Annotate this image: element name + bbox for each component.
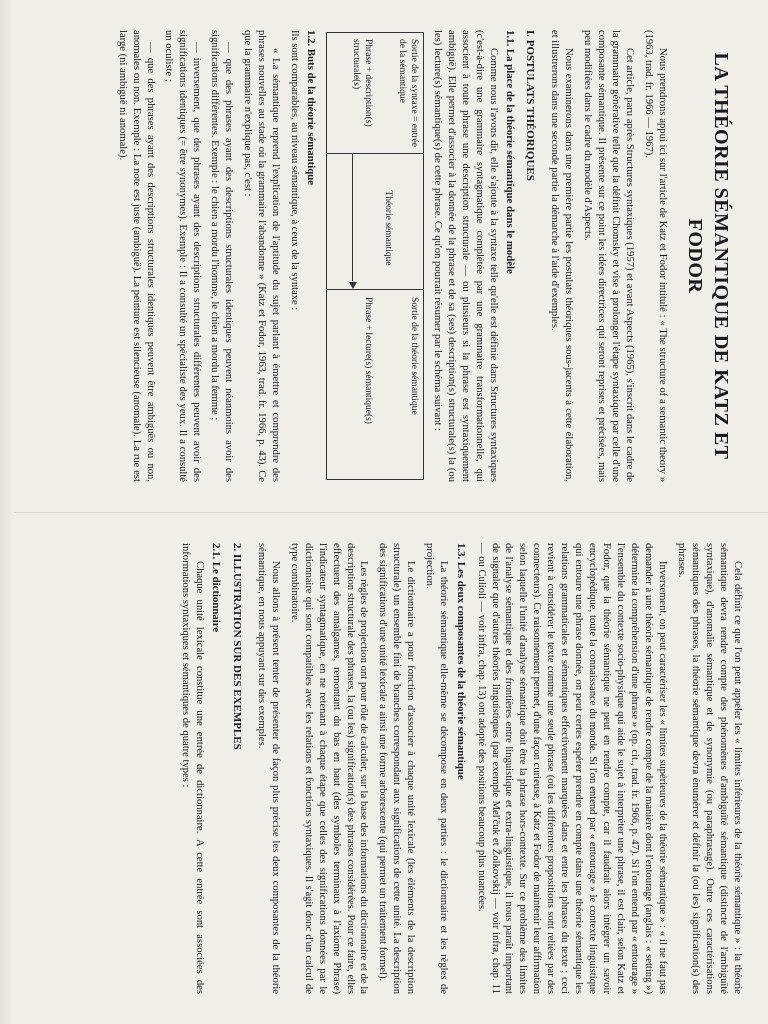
subsection-heading: 1.2. Buts de la théorie sémantique bbox=[304, 30, 317, 186]
page-edge bbox=[0, 0, 14, 1024]
section-heading: 2. ILLUSTRATION SUR DES EXEMPLES bbox=[230, 543, 243, 750]
model-schema bbox=[326, 32, 424, 480]
subsection-heading: 1.1. La place de la théorie sémantique dans le modèle bbox=[503, 30, 516, 274]
schema-semantic-output-content: Phrase + lecture(s) sémantique(s) bbox=[362, 297, 373, 424]
body-paragraph: Nous allons à présent tenter de présenter de façon plus précise les deux composantes de la théorie sémantique, en nous appuyant sur des exemples. bbox=[255, 543, 281, 994]
subsection-heading: 1.3. Les deux composantes de la théorie sémantique bbox=[454, 543, 467, 780]
schema-semantic-theory: Théorie sémantique bbox=[382, 190, 393, 266]
body-paragraph: Inversement, on peut caractériser les « limites supérieures de la théorie sémantique » : « il ne faut pas demander à une théorie sémantique de rendre compte de la manière dont l'entourage (anglais : « setting ») détermine la compréhension d'une phrase » (op. cit., trad. fr. 1966, p. 47). Si l'on entend par « entourage » l'ensemble du contexte socio-physique qui aide le sujet à interpréter une phrase, il est clair, selon Katz et Fodor, que la théorie sémantique ne peut en rendre compte, car il faudrait alors intégrer un savoir encyclopédique, toute la connaissance du monde. Si l'on entend par « entourage » le contexte linguistique qui entoure une phrase donnée, on peut certes espérer prendre en compte dans une théorie sémantique les relations grammaticales et sémantiques effectivement marquées dans et entre les phrases du texte ; ceci revient à considérer le texte comme une seule phrase (où les différentes propositions sont reliées par des connecteurs). Ce raisonnement permet, d'une façon curieuse, à Katz et Fodor de maintenir leur affirmation selon laquelle l'unité d'analyse sémantique doit être la phrase hors-contexte. Sur ce problème des limites de l'analyse sémantique et des frontières entre linguistique et extra-linguistique, il nous paraît important de signaler que d'autres théories linguistiques (par exemple Mel'čuk et Žolkovskij — voir infra, chap. 11 — ou Culioli — voir infra, chap. 13) ont adopté des positions beaucoup plus nuancées. bbox=[475, 543, 669, 994]
schema-syntax-output-content: Phrase + description(s) structurale(s) bbox=[351, 39, 373, 127]
body-paragraph: Cela définit ce que l'on peut appeler les « limites inférieures de la théorie sémantique » : la théorie sémantique devra rendre compte des phénomènes d'ambiguïté sémantique (distincte de l'ambiguïté syntaxique), d'anomalie sémantique et de synonymie (ou paraphrasage). Outre ces caractérisations sémantiques des phrases, la théorie sémantique devra énumérer et définir la (ou les) signification(s) des phrases. bbox=[676, 543, 743, 994]
page-title: LA THÉORIE SÉMANTIQUE DE KATZ ET FODOR bbox=[683, 52, 732, 460]
body-paragraph: Le dictionnaire a pour fonction d'associer à chaque unité lexicale (les éléments de la description structurale) un ensemble fini de branches correspondant aux significations de cette unité. La description des significations d'une unité lexicale a ainsi une forme arborescente (qui permet un traitement formel). bbox=[377, 543, 417, 994]
list-item: — inversement, que des phrases ayant des descriptions structurales différentes peuvent avoir des significations identiques (= être synonymes). Exemple : Il a consulté un spécialiste des yeux. Il a consulté un oculiste ; bbox=[162, 30, 202, 482]
right-page bbox=[0, 512, 768, 1024]
list-item: — que des phrases ayant des descriptions structurales identiques peuvent néanmoins avoir des significations différentes. Exemple : le chien a mordu l'homme, le chien a mordu la femme ; bbox=[208, 30, 234, 482]
body-paragraph: Comme nous l'avons dit, elle s'ajoute à la syntaxe telle qu'elle est définie dans Structures syntaxiques (c'est-à-dire une grammaire syntagmatique complétée par une grammaire transformationnelle, qui associent à toute phrase une description structurale — ou plusieurs si la phrase est syntaxiquement ambiguë). Elle permet d'associer à la donnée de la phrase et de sa (ses) description(s) structurale(s) la (ou les) lecture(s) sémantique(s) de cette phrase. Ce qu'on pourrait résumer par le schéma suivant : bbox=[431, 30, 499, 482]
body-paragraph: Les règles de projection ont pour rôle de calculer, sur la base des informations du dictionnaire et de la description structurale des phrases, la (ou les) signification(s) des phrases considérées. Pour ce faire, elles effectuent des amalgames, remontant du bas en haut (des symboles terminaux à l'axiome Phrase) l'indicateur syntagmatique, en ne retenant à chaque étape que celles des significations données par le dictionnaire qui sont compatibles avec les relations et fonctions syntaxiques. Il s'agit donc d'un calcul de type combinatoire. bbox=[288, 543, 370, 994]
subsection-heading: 2.1. Le dictionnaire bbox=[210, 543, 223, 633]
list-item: — que des phrases ayant des descriptions structurales identiques peuvent être ambiguës ou non, anomales ou non. Exemple : La note est juste (ambiguë). La peinture est silencieuse (anomale). La rue est large (ni ambiguë ni anomale). bbox=[116, 30, 156, 482]
limits-list bbox=[115, 30, 235, 482]
intro-paragraph: Cet article, paru après Structures syntaxiques (1957) et avant Aspects (1965), s'inscrit dans le cadre de la grammaire générative telle que la définit Chomsky et vise à prolonger l'étape syntaxique par celle d'une composante sémantique. Il présente sur ce point les idées directrices qui seront reprises et précisées, mais peu modifiées dans le cadre du modèle d'Aspects. bbox=[582, 30, 636, 482]
arrow-right-icon bbox=[349, 282, 357, 289]
schema-semantic-output: Sortie de la théorie sémantique bbox=[408, 297, 419, 415]
section-heading: I. POSTULATS THÉORIQUES bbox=[524, 30, 537, 181]
schema-syntax-output: Sortie de la syntaxe = entrée de la sémantique bbox=[397, 39, 419, 147]
body-paragraph: Ils sont comparables, au niveau sémantique, à ceux de la syntaxe : bbox=[288, 30, 300, 311]
schema-arrow bbox=[352, 153, 353, 281]
intro-paragraph: Nous examinerons dans une première partie les postulats théoriques sous-jacents à cette élaboration, et illustrerons dans une seconde partie la démarche à l'aide d'exemples. bbox=[549, 30, 575, 482]
body-paragraph: La théorie sémantique elle-même se décompose en deux parties : le dictionnaire et les règles de projection. bbox=[424, 543, 450, 994]
intro-paragraph: Nous prendrons appui ici sur l'article de Katz et Fodor intitulé : « The structure of a semantic theory » (1963, trad. fr. 1966 — 1967). bbox=[643, 30, 669, 482]
quote-paragraph: « La sémantique reprend l'explication de l'aptitude du sujet parlant à émettre et comprendre des phrases nouvelles au stade où la grammaire l'abandonne » (Katz et Fodor, 1963, trad. fr. 1966, p. 43). Ce que la grammaire n'explique pas, c'est : bbox=[241, 30, 281, 482]
body-paragraph: Chaque unité lexicale constitue une entrée de dictionnaire. A cette entrée sont associées des informations syntaxiques et sémantiques de quatre types : bbox=[180, 543, 205, 994]
